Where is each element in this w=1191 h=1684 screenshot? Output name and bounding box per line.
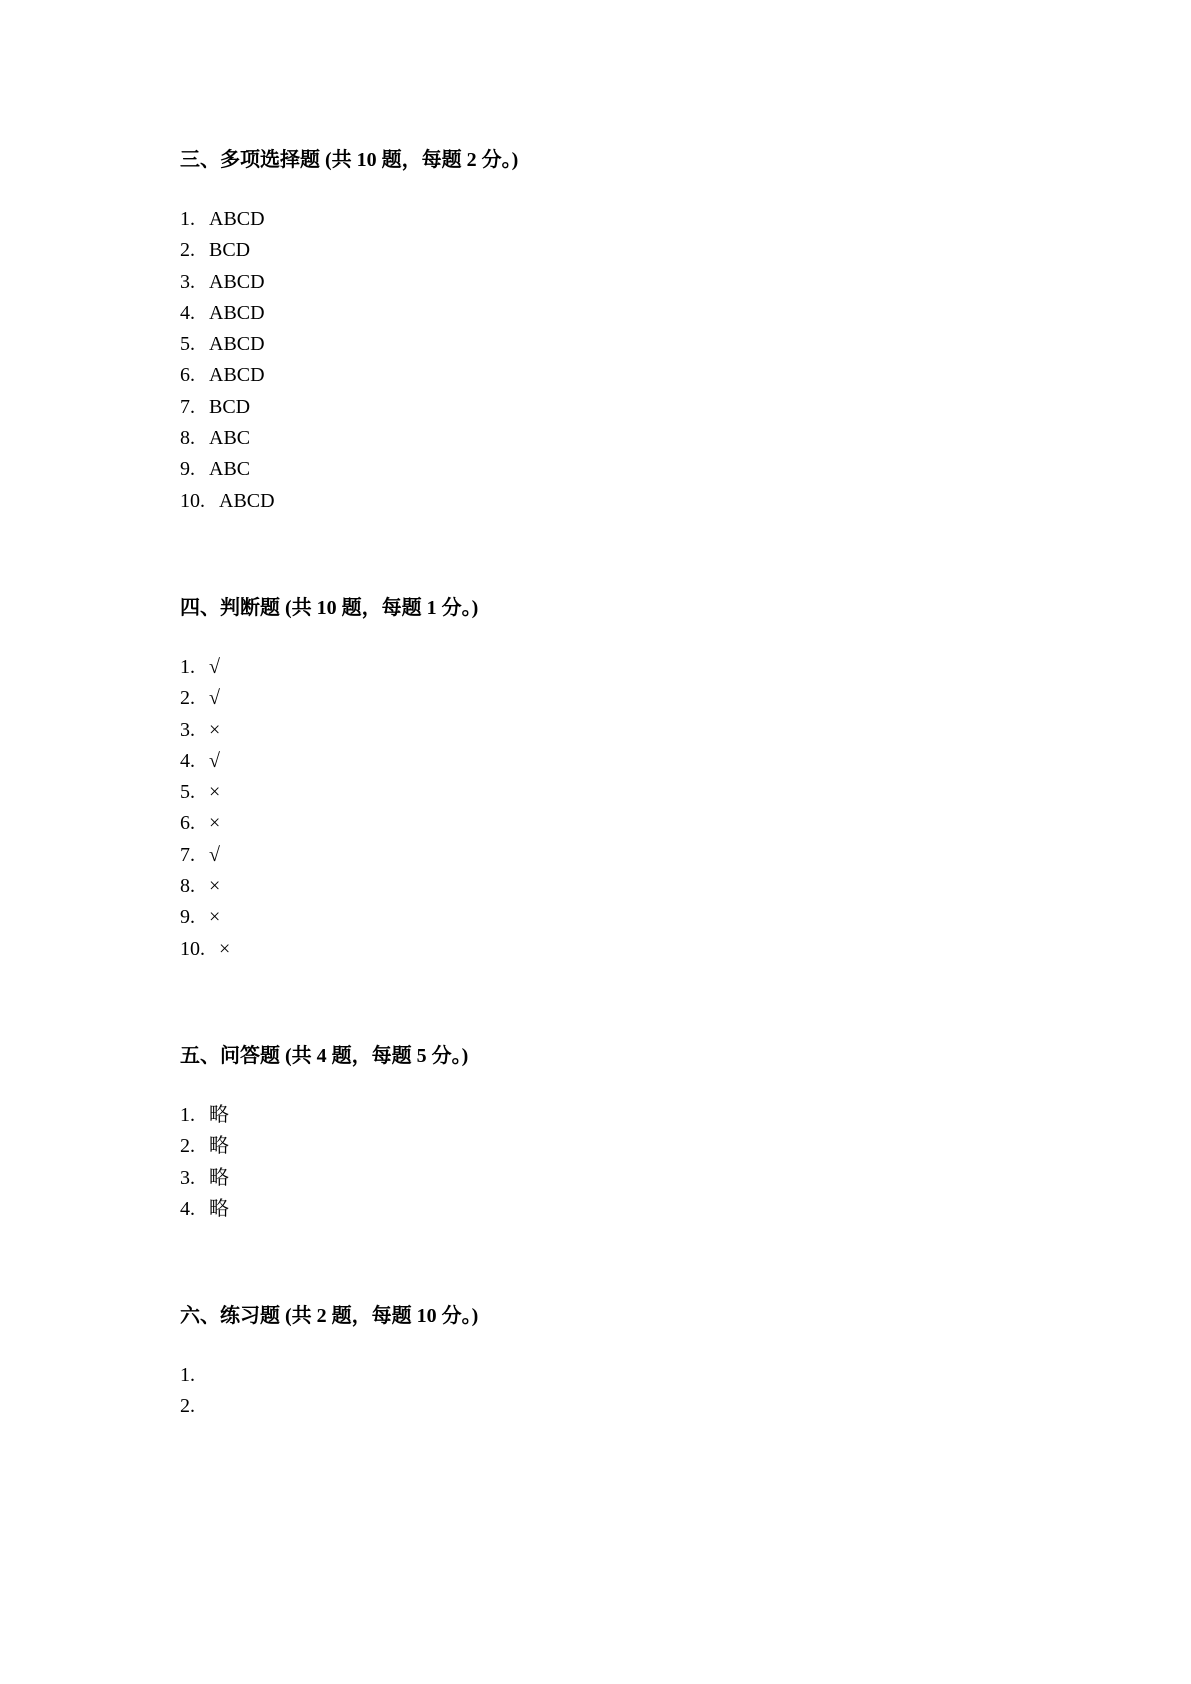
answer-number: 5. xyxy=(180,781,195,804)
answer-number: 2. xyxy=(180,1395,195,1418)
answer-value: 略 xyxy=(209,1197,229,1220)
answer-item xyxy=(180,777,478,808)
answer-value: × xyxy=(219,937,231,960)
answer-value: × xyxy=(209,812,221,835)
answer-value: √ xyxy=(209,843,220,866)
answer-number: 1. xyxy=(180,656,195,678)
answer-number: 1. xyxy=(180,1104,195,1126)
answer-number: 7. xyxy=(180,843,195,866)
answer-value: ABCD xyxy=(209,333,265,356)
answer-item xyxy=(180,902,478,933)
answer-number: 2. xyxy=(180,1135,195,1158)
answer-number: 5. xyxy=(180,333,195,356)
answer-value: ABC xyxy=(209,427,251,450)
answer-item xyxy=(180,746,478,777)
answer-value: ABCD xyxy=(209,270,265,293)
answer-item xyxy=(180,871,478,902)
answer-value: ABC xyxy=(209,458,251,481)
answer-number: 6. xyxy=(180,812,195,835)
answer-number: 4. xyxy=(180,301,195,324)
answer-value: × xyxy=(209,875,221,898)
answer-value: ABCD xyxy=(209,364,265,387)
answer-item xyxy=(180,1163,468,1194)
answer-item xyxy=(180,1194,468,1225)
section-practice xyxy=(180,1302,478,1423)
answer-list xyxy=(180,204,518,517)
answer-value: √ xyxy=(209,749,220,772)
answer-number: 9. xyxy=(180,906,195,929)
answer-number: 2. xyxy=(180,239,195,262)
answer-item xyxy=(180,840,478,871)
answer-number: 7. xyxy=(180,395,195,418)
answer-number: 3. xyxy=(180,718,195,741)
section-multiple-choice xyxy=(180,146,518,517)
answer-item xyxy=(180,204,518,235)
answer-number: 4. xyxy=(180,1197,195,1220)
answer-number: 4. xyxy=(180,749,195,772)
section-short-answer xyxy=(180,1042,468,1225)
answer-list xyxy=(180,1100,468,1225)
answer-item xyxy=(180,329,518,360)
answer-value: 略 xyxy=(209,1104,229,1126)
answer-item xyxy=(180,235,518,266)
answer-item xyxy=(180,808,478,839)
answer-item xyxy=(180,1391,478,1422)
answer-item xyxy=(180,1131,468,1162)
answer-value: ABCD xyxy=(219,489,275,512)
answer-list xyxy=(180,1360,478,1423)
answer-number: 1. xyxy=(180,1364,195,1386)
answer-value: ABCD xyxy=(209,301,265,324)
answer-item xyxy=(180,423,518,454)
answer-number: 3. xyxy=(180,1166,195,1189)
section-title: 四、判断题 (共 10 题，每题 1 分。) xyxy=(180,597,479,619)
answer-number: 1. xyxy=(180,208,195,230)
answer-value: × xyxy=(209,781,221,804)
answer-number: 8. xyxy=(180,875,195,898)
answer-item xyxy=(180,934,478,965)
answer-item xyxy=(180,392,518,423)
answer-value: √ xyxy=(209,687,220,710)
answer-value: × xyxy=(209,718,221,741)
answer-number: 2. xyxy=(180,687,195,710)
answer-value: BCD xyxy=(209,395,251,418)
answer-item xyxy=(180,298,518,329)
section-true-false xyxy=(180,594,478,965)
answer-value: × xyxy=(209,906,221,929)
answer-item xyxy=(180,683,478,714)
section-title: 六、练习题 (共 2 题，每题 10 分。) xyxy=(180,1305,479,1327)
answer-item xyxy=(180,267,518,298)
answer-number: 10. xyxy=(180,489,205,512)
answer-item xyxy=(180,454,518,485)
section-title: 三、多项选择题 (共 10 题，每题 2 分。) xyxy=(180,149,519,171)
answer-number: 8. xyxy=(180,427,195,450)
answer-item xyxy=(180,652,478,683)
answer-item xyxy=(180,1360,478,1391)
answer-value: 略 xyxy=(209,1166,229,1189)
answer-number: 3. xyxy=(180,270,195,293)
answer-value: 略 xyxy=(209,1135,229,1158)
answer-value: √ xyxy=(209,656,220,678)
answer-number: 10. xyxy=(180,937,205,960)
answer-item xyxy=(180,1100,468,1131)
answer-item xyxy=(180,715,478,746)
answer-number: 9. xyxy=(180,458,195,481)
answer-value: BCD xyxy=(209,239,251,262)
answer-number: 6. xyxy=(180,364,195,387)
section-title: 五、问答题 (共 4 题，每题 5 分。) xyxy=(180,1045,469,1067)
answer-item xyxy=(180,360,518,391)
answer-item xyxy=(180,486,518,517)
answer-list xyxy=(180,652,478,965)
answer-value: ABCD xyxy=(209,208,265,230)
